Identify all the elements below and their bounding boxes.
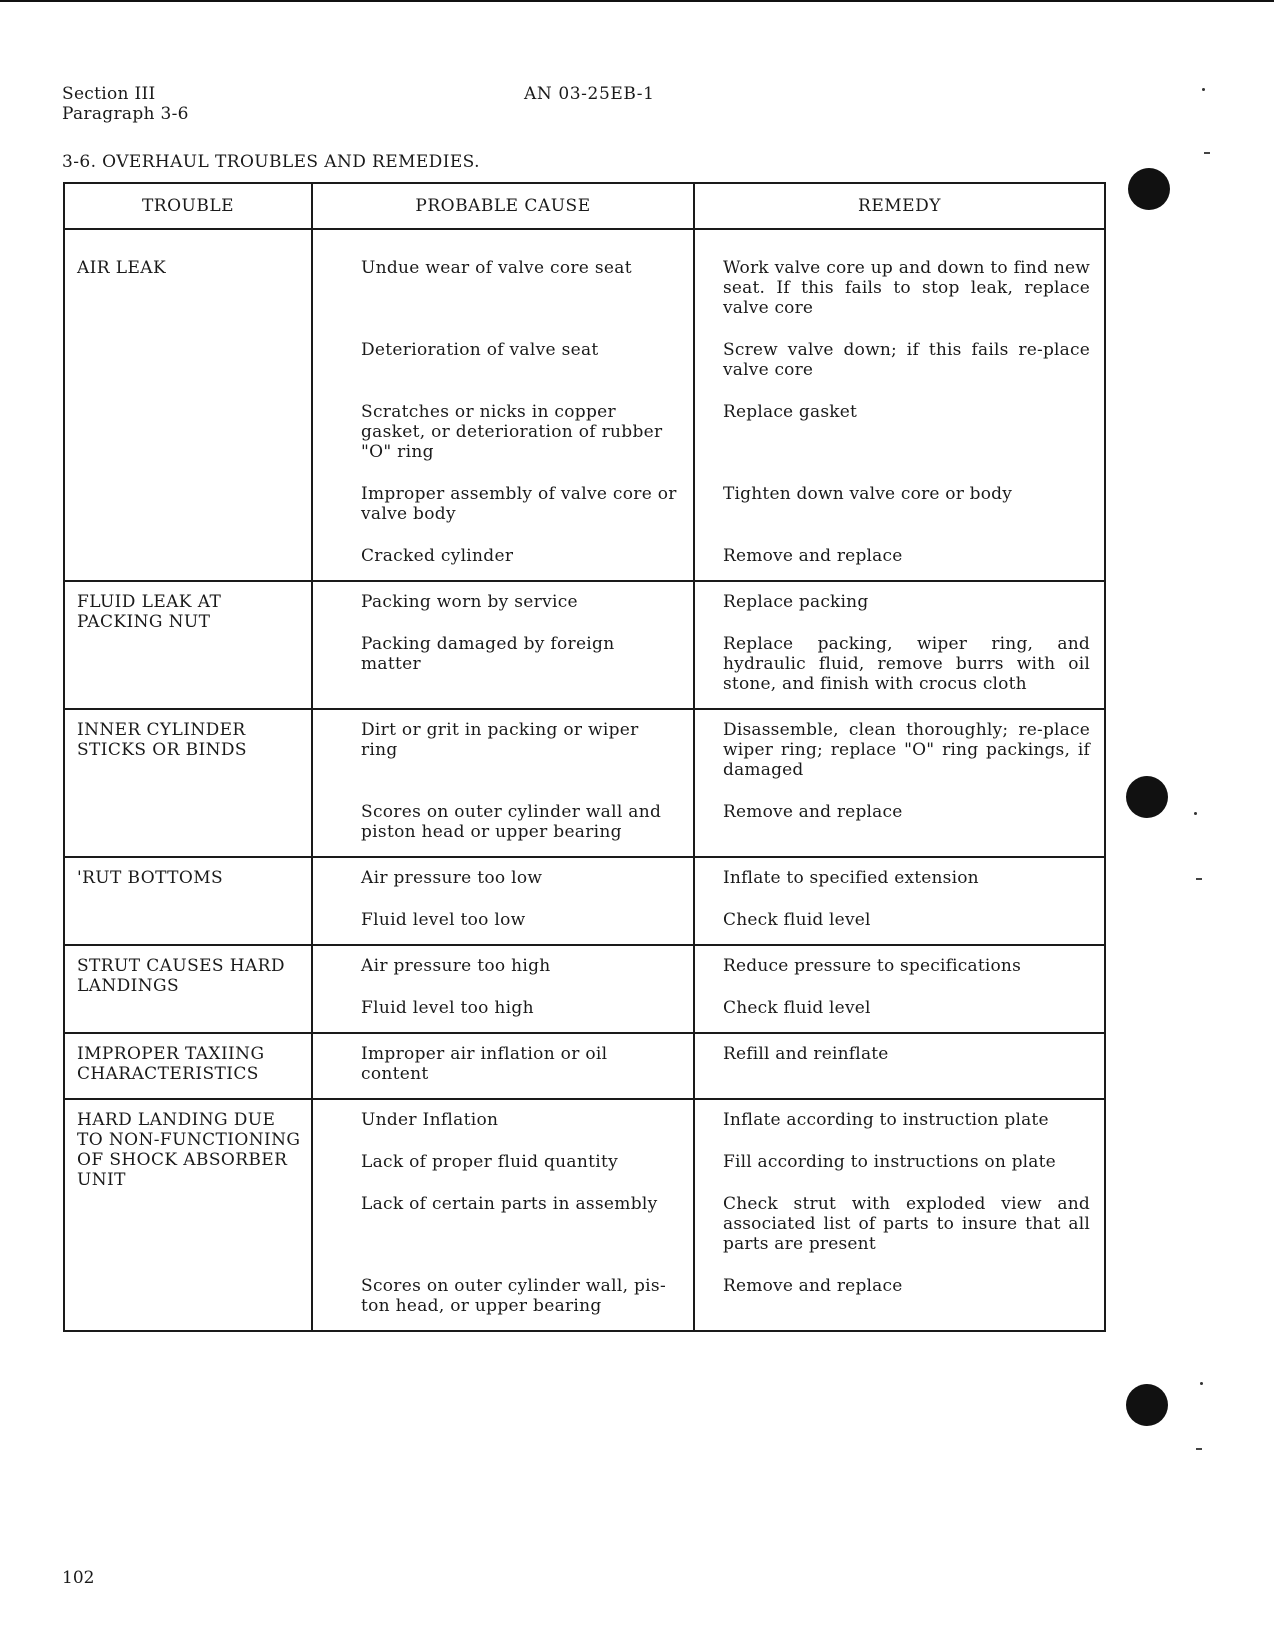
trouble-text: INNER CYLINDER STICKS OR BINDS <box>77 720 247 760</box>
probable-cause-text: Packing damaged by foreign matter <box>361 634 615 674</box>
remedy-text: Replace packing <box>723 592 869 612</box>
table-row <box>64 1099 1105 1331</box>
remedy-cell <box>694 581 1105 709</box>
trouble-text: AIR LEAK <box>77 258 167 278</box>
probable-cause-text: Scratches or nicks in copper gasket, or deterioration of rubber "O" ring <box>361 402 663 462</box>
trouble-cell <box>64 229 312 581</box>
remedy-cell <box>694 709 1105 857</box>
probable-cause-text: Air pressure too low <box>361 868 543 888</box>
probable-cause-cell <box>312 709 694 857</box>
remedy-text: Inflate according to instruction plate <box>723 1110 1049 1130</box>
remedy-text: Remove and replace <box>723 546 903 566</box>
probable-cause-text: Improper air inflation or oil content <box>361 1044 608 1084</box>
trouble-text: STRUT CAUSES HARD LANDINGS <box>77 956 285 996</box>
column-header-probable-cause: PROBABLE CAUSE <box>312 183 694 229</box>
remedy-text: Reduce pressure to specifications <box>723 956 1021 976</box>
remedy-cell <box>694 1033 1105 1099</box>
probable-cause-cell <box>312 229 694 581</box>
scan-mark <box>1204 152 1210 154</box>
trouble-cell <box>64 1033 312 1099</box>
trouble-cell <box>64 581 312 709</box>
remedy-text: Work valve core up and down to find new seat. If this fails to stop leak, replace valve core <box>723 258 1090 318</box>
section-label: Section III <box>62 84 156 104</box>
remedy-text: Replace packing, wiper ring, and hydraulic fluid, remove burrs with oil stone, and finish with crocus cloth <box>723 634 1090 694</box>
trouble-cell <box>64 857 312 945</box>
remedy-text: Refill and reinflate <box>723 1044 889 1064</box>
paragraph-label: Paragraph 3-6 <box>62 104 189 124</box>
remedy-text: Fill according to instructions on plate <box>723 1152 1056 1172</box>
page-number: 102 <box>62 1568 95 1588</box>
top-border-line <box>0 0 1274 2</box>
binder-hole-bottom <box>1126 1384 1168 1426</box>
table-row <box>64 1033 1105 1099</box>
probable-cause-text: Undue wear of valve core seat <box>361 258 632 278</box>
trouble-text: FLUID LEAK AT PACKING NUT <box>77 592 222 632</box>
remedy-cell <box>694 945 1105 1033</box>
probable-cause-text: Dirt or grit in packing or wiper ring <box>361 720 639 760</box>
scan-mark <box>1196 1448 1202 1450</box>
trouble-cell <box>64 945 312 1033</box>
remedy-text: Screw valve down; if this fails re-place valve core <box>723 340 1090 380</box>
probable-cause-cell <box>312 1033 694 1099</box>
remedy-text: Tighten down valve core or body <box>723 484 1013 504</box>
probable-cause-text: Lack of proper fluid quantity <box>361 1152 619 1172</box>
trouble-text: HARD LANDING DUE TO NON-FUNCTIONING OF SHOCK ABSORBER UNIT <box>77 1110 301 1190</box>
probable-cause-text: Scores on outer cylinder wall, pis-ton head, or upper bearing <box>361 1276 666 1316</box>
probable-cause-text: Fluid level too high <box>361 998 534 1018</box>
remedy-text: Disassemble, clean thoroughly; re-place wiper ring; replace "O" ring packings, if damaged <box>723 720 1090 780</box>
remedy-text: Remove and replace <box>723 1276 903 1296</box>
troubles-table <box>63 182 1106 1332</box>
probable-cause-text: Improper assembly of valve core or valve body <box>361 484 677 524</box>
table-row <box>64 857 1105 945</box>
table-header-row <box>64 183 1105 229</box>
remedy-cell <box>694 1099 1105 1331</box>
trouble-text: 'RUT BOTTOMS <box>77 868 224 888</box>
scan-speck <box>1200 1382 1203 1385</box>
remedy-text: Remove and replace <box>723 802 903 822</box>
trouble-cell <box>64 1099 312 1331</box>
scan-speck <box>1202 88 1205 91</box>
probable-cause-text: Lack of certain parts in assembly <box>361 1194 658 1214</box>
table-body <box>64 229 1105 1331</box>
section-header <box>62 84 189 124</box>
probable-cause-text: Scores on outer cylinder wall and piston head or upper bearing <box>361 802 662 842</box>
document-id: AN 03-25EB-1 <box>524 84 655 104</box>
probable-cause-text: Packing worn by service <box>361 592 578 612</box>
probable-cause-cell <box>312 857 694 945</box>
remedy-text: Replace gasket <box>723 402 858 422</box>
table-row <box>64 581 1105 709</box>
table-row <box>64 945 1105 1033</box>
trouble-cell <box>64 709 312 857</box>
remedy-cell <box>694 857 1105 945</box>
paragraph-title: 3-6. OVERHAUL TROUBLES AND REMEDIES. <box>62 152 480 172</box>
probable-cause-cell <box>312 1099 694 1331</box>
probable-cause-text: Under Inflation <box>361 1110 499 1130</box>
remedy-text: Check fluid level <box>723 910 871 930</box>
binder-hole-middle <box>1126 776 1168 818</box>
remedy-text: Inflate to specified extension <box>723 868 979 888</box>
scan-mark <box>1196 878 1202 880</box>
column-header-trouble: TROUBLE <box>64 183 312 229</box>
probable-cause-cell <box>312 945 694 1033</box>
probable-cause-cell <box>312 581 694 709</box>
column-header-remedy: REMEDY <box>694 183 1105 229</box>
probable-cause-text: Fluid level too low <box>361 910 526 930</box>
table-row <box>64 229 1105 581</box>
probable-cause-text: Deterioration of valve seat <box>361 340 599 360</box>
binder-hole-top <box>1128 168 1170 210</box>
scan-speck <box>1194 812 1197 815</box>
remedy-cell <box>694 229 1105 581</box>
remedy-text: Check fluid level <box>723 998 871 1018</box>
trouble-text: IMPROPER TAXIING CHARACTERISTICS <box>77 1044 265 1084</box>
probable-cause-text: Air pressure too high <box>361 956 551 976</box>
remedy-text: Check strut with exploded view and associated list of parts to insure that all parts are present <box>723 1194 1090 1254</box>
probable-cause-text: Cracked cylinder <box>361 546 514 566</box>
table-row <box>64 709 1105 857</box>
